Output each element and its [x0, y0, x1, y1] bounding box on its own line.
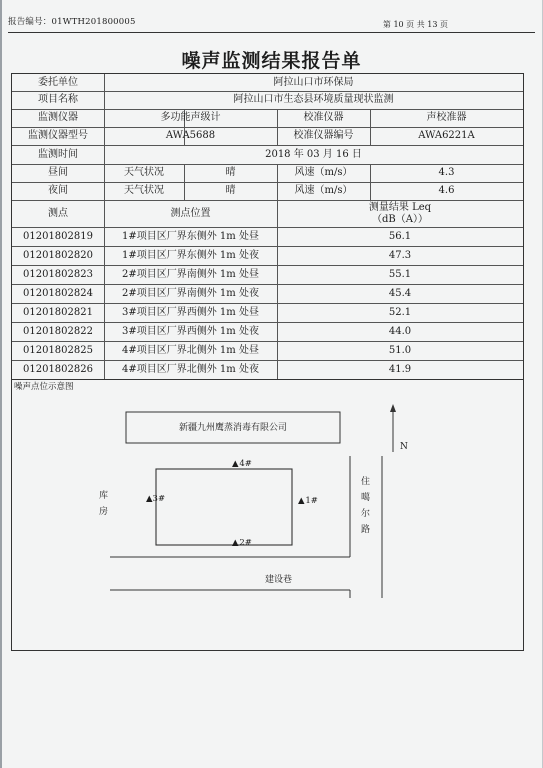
table-cell-value: 41.9 [388, 363, 412, 375]
client-label: 委托单位 [38, 76, 78, 88]
time-value: 2018 年 03 月 16 日 [265, 148, 362, 160]
table-cell-location: 1#项目区厂界东侧外 1m 处昼 [122, 230, 259, 242]
table-cell-id: 01201802822 [23, 325, 93, 337]
table-cell-location: 4#项目区厂界北侧外 1m 处夜 [122, 363, 259, 375]
project-area-outline [156, 469, 292, 545]
point-4-label: 4# [239, 459, 252, 469]
north-label: N [400, 442, 408, 452]
point-marker-2: ▲ 2# [232, 538, 252, 548]
table-cell-location: 3#项目区厂界西侧外 1m 处夜 [122, 325, 259, 337]
road-name-bottom: 建设巷 [265, 575, 293, 585]
col-header-location: 测点位置 [170, 207, 211, 219]
calib-no-value: AWA6221A [418, 130, 475, 142]
point-2-label: 2# [239, 538, 252, 548]
table-cell-id: 01201802825 [23, 344, 93, 356]
table-cell-location: 2#项目区厂界南侧外 1m 处昼 [122, 268, 259, 280]
calib-instrument-value: 声校准器 [426, 112, 467, 124]
weather-value: 晴 [225, 185, 236, 197]
weather-label: 天气状况 [124, 167, 164, 179]
table-cell-id: 01201802820 [23, 249, 93, 261]
point-1-label: 1# [305, 496, 318, 506]
page-number: 第 10 页 共 13 页 [382, 20, 448, 29]
table-cell-id: 01201802823 [23, 268, 93, 280]
weather-value: 晴 [225, 167, 236, 179]
table-cell-id: 01201802819 [23, 230, 93, 242]
wind-label: 风速（m/s） [294, 185, 353, 197]
col-header-result-line1: 测量结果 Leq [368, 202, 432, 213]
warehouse-label: 库房 [99, 491, 109, 517]
company-label: 新疆九州鹰蒸消毒有限公司 [178, 423, 287, 433]
road-name-right: 住噶尔路 [361, 477, 371, 535]
weather-label: 天气状况 [124, 185, 164, 197]
table-cell-location: 4#项目区厂界北侧外 1m 处昼 [122, 344, 259, 356]
project-value: 阿拉山口市生态县环境质量现状监测 [233, 94, 394, 106]
point-marker-1: ▲ 1# [298, 496, 318, 506]
col-header-result-line2: （dB（A）） [372, 213, 428, 225]
table-cell-value: 45.4 [388, 287, 412, 299]
page-edge [0, 0, 2, 768]
point-marker-3: ▲3# [146, 494, 166, 504]
point-marker-4: ▲ 4# [232, 459, 252, 469]
client-value: 阿拉山口市环保局 [273, 76, 354, 88]
calib-instrument-label: 校准仪器 [303, 112, 344, 124]
table-cell-id: 01201802826 [23, 363, 93, 375]
table-cell-id: 01201802824 [23, 287, 93, 299]
table-cell-value: 55.1 [388, 268, 412, 280]
instrument-label: 监测仪器 [38, 112, 78, 124]
table-cell-value: 47.3 [388, 249, 412, 261]
page-title: 噪声监测结果报告单 [181, 50, 362, 72]
north-arrow-head [390, 404, 396, 412]
model-label: 监测仪器型号 [28, 130, 88, 142]
table-cell-location: 2#项目区厂界南侧外 1m 处夜 [122, 287, 259, 299]
wind-value: 4.3 [438, 167, 455, 179]
col-header-result [277, 200, 523, 227]
period-day: 昼间 [48, 167, 68, 179]
report-number: 报告编号：01WTH201800005 [8, 17, 136, 27]
table-cell-value: 56.1 [388, 230, 412, 242]
point-3-label: 3# [152, 494, 166, 504]
diagram-caption: 噪声点位示意图 [14, 382, 74, 392]
table-cell-location: 1#项目区厂界东侧外 1m 处夜 [122, 249, 259, 261]
table-cell-value: 52.1 [388, 306, 412, 318]
wind-value: 4.6 [438, 185, 455, 197]
table-cell-id: 01201802821 [23, 306, 93, 318]
time-label: 监测时间 [38, 148, 78, 160]
period-night: 夜间 [48, 185, 68, 197]
table-cell-location: 3#项目区厂界西侧外 1m 处昼 [122, 306, 259, 318]
wind-label: 风速（m/s） [294, 167, 353, 179]
table-cell-value: 51.0 [388, 344, 412, 356]
noise-point-diagram [11, 380, 524, 651]
noise-results-table [11, 73, 524, 380]
col-header-point: 测点 [48, 207, 68, 219]
model-value: AWA5688 [165, 130, 216, 142]
instrument-value: 多功能声级计 [160, 112, 221, 124]
calib-no-label: 校准仪器编号 [293, 130, 354, 142]
table-cell-value: 44.0 [388, 325, 412, 337]
header-rule [8, 32, 535, 33]
project-label: 项目名称 [38, 94, 78, 106]
